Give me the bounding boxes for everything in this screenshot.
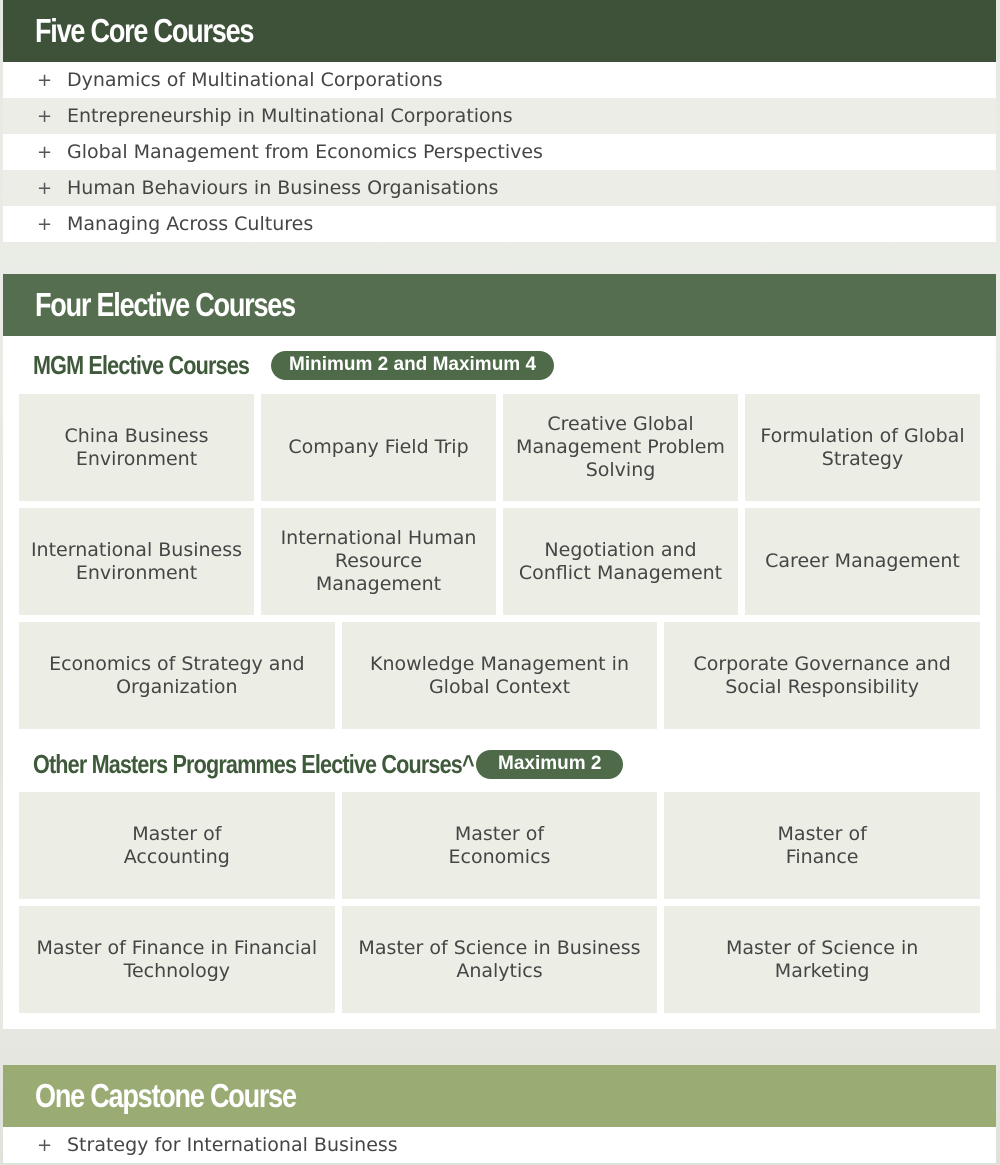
capstone-course-label: Strategy for International Business [67,1134,398,1156]
core-course-item[interactable] [3,170,996,206]
elective-courses-title: Four Elective Courses [35,286,295,323]
core-course-label: Dynamics of Multinational Corporations [67,69,443,91]
plus-icon: + [37,69,53,91]
elective-course-tile[interactable]: Company Field Trip [261,394,496,501]
plus-icon: + [37,1134,53,1156]
elective-courses-section [3,274,996,1029]
elective-course-tile[interactable]: International Human Resource Management [261,508,496,615]
core-courses-title: Five Core Courses [35,12,254,49]
capstone-course-item[interactable] [3,1127,996,1163]
core-course-item[interactable] [3,62,996,98]
programme-course-tile[interactable]: Master of Finance [664,792,980,899]
other-elective-heading [19,736,980,792]
elective-course-tile[interactable]: China Business Environment [19,394,254,501]
programme-course-tile[interactable]: Master of Economics [342,792,658,899]
elective-course-tile[interactable]: Knowledge Management in Global Context [342,622,658,729]
other-elective-title: Other Masters Programmes Elective Courses^ [33,748,474,779]
mgm-elective-grid-row [19,394,980,501]
plus-icon: + [37,141,53,163]
capstone-course-header [3,1065,996,1127]
programme-course-tile[interactable]: Master of Finance in Financial Technology [19,906,335,1013]
plus-icon: + [37,213,53,235]
core-courses-header [3,0,996,62]
mgm-elective-heading [19,336,980,394]
core-course-label: Global Management from Economics Perspectives [67,141,543,163]
capstone-course-title: One Capstone Course [35,1077,296,1114]
other-elective-grid-row [19,906,980,1013]
core-course-label: Entrepreneurship in Multinational Corporations [67,105,513,127]
elective-course-tile[interactable]: Economics of Strategy and Organization [19,622,335,729]
elective-course-tile[interactable]: Creative Global Management Problem Solving [503,394,738,501]
plus-icon: + [37,105,53,127]
core-courses-section [3,0,996,242]
elective-course-tile[interactable]: Negotiation and Conflict Management [503,508,738,615]
capstone-course-section [3,1065,996,1163]
other-requirement-badge: Maximum 2 [476,750,623,779]
plus-icon: + [37,177,53,199]
elective-courses-header [3,274,996,336]
programme-course-tile[interactable]: Master of Science in Business Analytics [342,906,658,1013]
elective-course-tile[interactable]: Career Management [745,508,980,615]
core-course-item[interactable] [3,206,996,242]
other-elective-grid-row [19,792,980,899]
programme-course-tile[interactable]: Master of Science in Marketing [664,906,980,1013]
core-course-label: Managing Across Cultures [67,213,314,235]
core-course-list [3,62,996,242]
programme-course-tile[interactable]: Master of Accounting [19,792,335,899]
core-course-item[interactable] [3,98,996,134]
mgm-requirement-badge: Minimum 2 and Maximum 4 [271,351,554,380]
core-course-item[interactable] [3,134,996,170]
mgm-elective-title: MGM Elective Courses [33,349,250,380]
elective-course-tile[interactable]: Formulation of Global Strategy [745,394,980,501]
core-course-label: Human Behaviours in Business Organisations [67,177,499,199]
elective-body [3,336,996,1029]
elective-course-tile[interactable]: Corporate Governance and Social Responsibility [664,622,980,729]
capstone-course-list [3,1127,996,1163]
elective-course-tile[interactable]: International Business Environment [19,508,254,615]
mgm-elective-grid-row [19,622,980,729]
mgm-elective-grid-row [19,508,980,615]
